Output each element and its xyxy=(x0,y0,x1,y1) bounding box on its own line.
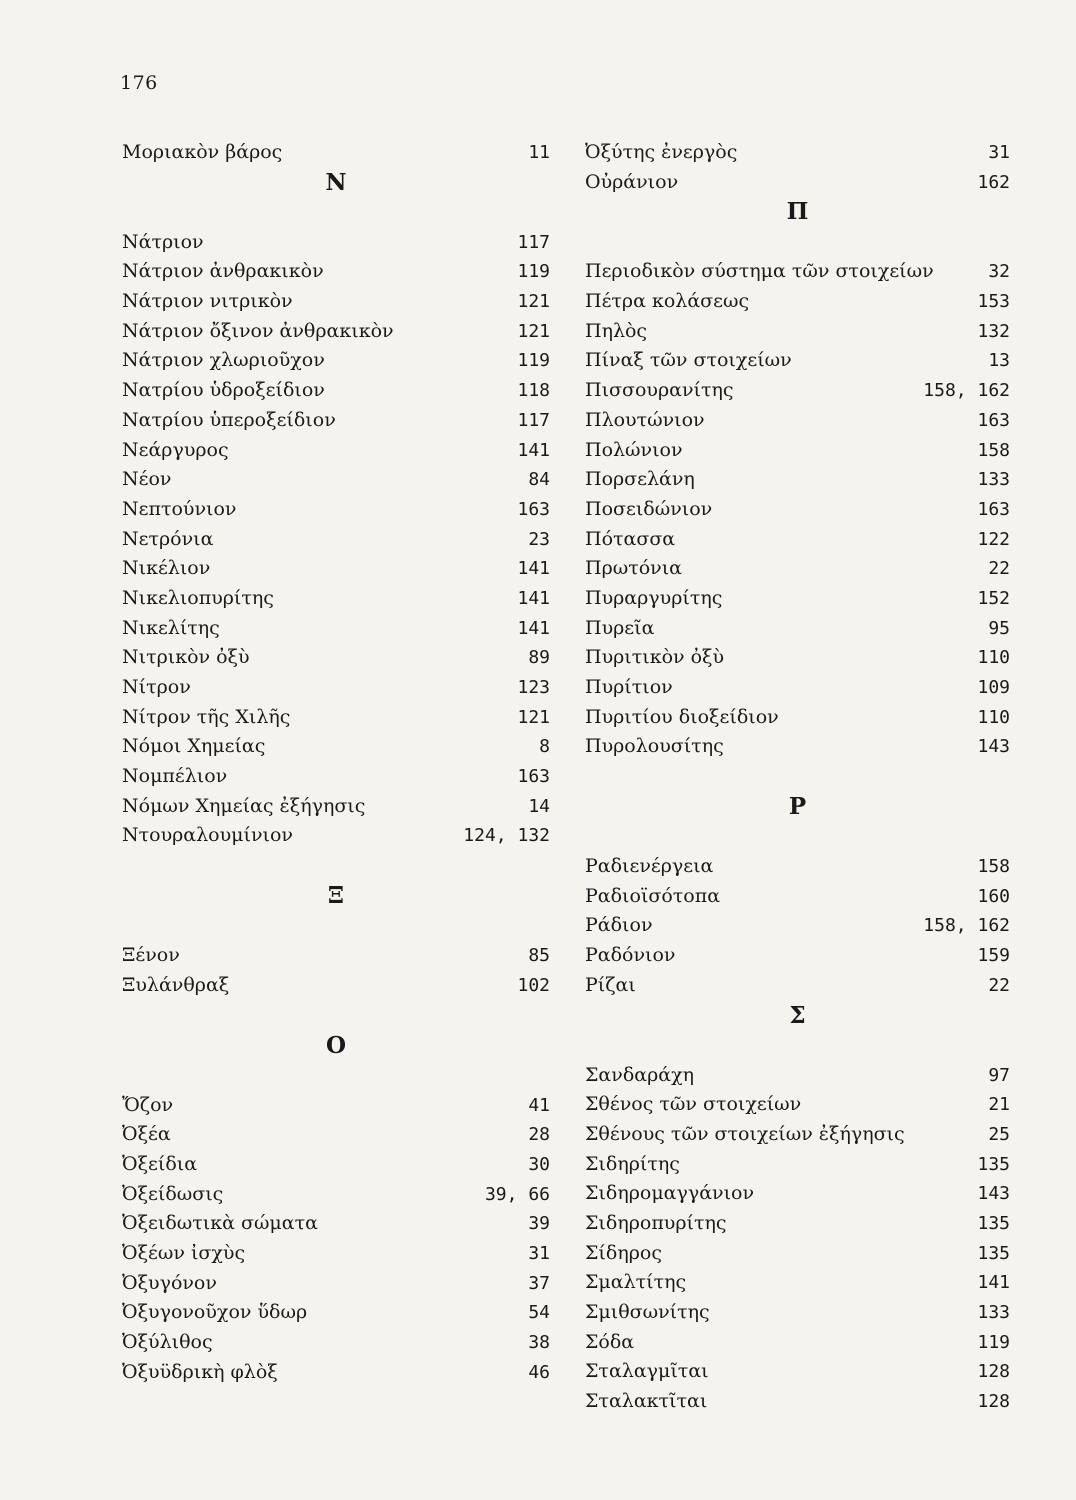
index-term: Ραδιοϊσότοπα xyxy=(585,884,721,907)
index-term: Νάτριον ἀνθρακικὸν xyxy=(122,260,324,283)
index-page-ref: 39 xyxy=(528,1213,550,1235)
index-entry xyxy=(585,1387,1010,1417)
index-entry xyxy=(122,762,550,792)
index-page-ref: 31 xyxy=(988,142,1010,163)
index-page-ref: 23 xyxy=(528,528,550,550)
index-page-ref: 143 xyxy=(977,736,1010,758)
index-page-ref: 135 xyxy=(977,1242,1010,1264)
index-term: Σόδα xyxy=(585,1330,635,1353)
index-term: Ὀξείδωσις xyxy=(122,1182,224,1205)
index-page-ref: 122 xyxy=(977,528,1010,550)
index-page-ref: 22 xyxy=(988,558,1010,580)
index-entry xyxy=(585,1061,1010,1091)
index-entry xyxy=(585,168,1010,198)
index-entry xyxy=(122,465,550,495)
index-term: Οὐράνιον xyxy=(585,170,679,193)
index-entry xyxy=(585,287,1010,317)
index-page-ref: 118 xyxy=(517,380,550,402)
index-term: Ραδόνιον xyxy=(585,944,676,967)
index-entry xyxy=(122,1239,550,1269)
index-term: Ὀξυγόνον xyxy=(122,1271,217,1294)
index-entry xyxy=(585,1209,1010,1239)
index-page-ref: 141 xyxy=(517,439,550,461)
index-page-ref: 121 xyxy=(517,291,550,313)
index-term: Σιδηρομαγγάνιον xyxy=(585,1182,755,1205)
index-term: Ράδιον xyxy=(585,914,653,937)
index-entry xyxy=(585,911,1010,941)
index-term: Πυριτικὸν ὀξὺ xyxy=(585,646,725,669)
index-page-ref: 37 xyxy=(528,1272,550,1294)
spacer xyxy=(122,1061,550,1091)
index-term: Σθένους τῶν στοιχείων ἐξήγησις xyxy=(585,1122,905,1145)
index-entry xyxy=(122,1150,550,1180)
index-page-ref: 153 xyxy=(977,291,1010,313)
index-page-ref: 141 xyxy=(517,587,550,609)
index-entry xyxy=(122,1328,550,1358)
index-term: Νατρίου ὑπεροξείδιον xyxy=(122,408,336,431)
index-term: Νικέλιον xyxy=(122,557,211,580)
index-term: Ὀξείδια xyxy=(122,1152,198,1175)
index-page-ref: 46 xyxy=(528,1361,550,1383)
index-term: Νίτρον τῆς Χιλῆς xyxy=(122,705,291,728)
spacer xyxy=(585,822,1010,852)
index-page-ref: 133 xyxy=(977,1302,1010,1323)
index-entry xyxy=(122,376,550,406)
index-term: Ποσειδώνιον xyxy=(585,497,713,520)
index-entry xyxy=(585,465,1010,495)
index-term: Σμαλτίτης xyxy=(585,1271,687,1294)
index-term: Πλουτώνιον xyxy=(585,408,705,431)
index-entry xyxy=(122,971,550,1001)
index-page-ref: 22 xyxy=(988,974,1010,996)
index-term: Σταλακτῖται xyxy=(585,1390,708,1413)
index-page-ref: 162 xyxy=(977,171,1010,193)
index-page-ref: 163 xyxy=(977,409,1010,431)
index-page-ref: 160 xyxy=(977,885,1010,907)
index-entry xyxy=(122,495,550,525)
index-entry xyxy=(585,495,1010,525)
index-entry xyxy=(585,673,1010,703)
index-page-ref: 128 xyxy=(977,1391,1010,1413)
index-term: Σιδηρίτης xyxy=(585,1152,680,1175)
index-term: Ὀξυγονοῦχον ὕδωρ xyxy=(122,1301,308,1324)
spacer xyxy=(122,198,550,228)
index-page-ref: 152 xyxy=(977,587,1010,609)
index-entry xyxy=(585,941,1010,971)
index-term: Νικελίτης xyxy=(122,616,220,639)
index-entry xyxy=(585,406,1010,436)
index-page-ref: 84 xyxy=(528,469,550,491)
index-term: Σανδαράχη xyxy=(585,1063,694,1086)
index-term: Σμιθσωνίτης xyxy=(585,1301,710,1323)
index-entry xyxy=(585,1268,1010,1298)
index-page-ref: 158 xyxy=(977,439,1010,461)
index-entry xyxy=(585,584,1010,614)
index-page-ref: 117 xyxy=(517,409,550,431)
index-entry xyxy=(122,703,550,733)
index-page-ref: 110 xyxy=(977,647,1010,669)
index-page-ref: 31 xyxy=(528,1242,550,1264)
index-page-ref: 30 xyxy=(528,1153,550,1175)
index-entry xyxy=(122,317,550,347)
spacer xyxy=(585,762,1010,792)
index-page-ref: 85 xyxy=(528,945,550,967)
index-term: Πυραργυρίτης xyxy=(585,586,723,609)
index-entry xyxy=(585,852,1010,882)
index-page-ref: 128 xyxy=(977,1361,1010,1383)
index-term: Νάτριον xyxy=(122,230,204,253)
index-page-ref: 163 xyxy=(977,498,1010,520)
index-page-ref: 159 xyxy=(977,945,1010,967)
index-term: Σταλαγμῖται xyxy=(585,1360,709,1383)
index-term: Μοριακὸν βάρος xyxy=(122,141,283,163)
index-entry xyxy=(585,614,1010,644)
index-entry xyxy=(122,525,550,555)
index-term: Πρωτόνια xyxy=(585,557,683,580)
section-letter-heading: Ξ xyxy=(327,882,345,910)
index-term: Ὀξέα xyxy=(122,1123,171,1146)
index-page-ref: 25 xyxy=(988,1123,1010,1145)
index-page-ref: 163 xyxy=(517,766,550,788)
index-entry xyxy=(122,614,550,644)
index-term: Πίναξ τῶν στοιχείων xyxy=(585,349,792,372)
index-term: Ὀξυϋδρικὴ φλὸξ xyxy=(122,1360,278,1383)
section-letter-heading: Ν xyxy=(325,168,347,196)
index-page-ref: 11 xyxy=(528,142,550,163)
index-page-ref: 119 xyxy=(977,1331,1010,1353)
index-term: Πισσουρανίτης xyxy=(585,379,734,402)
index-page-ref: 119 xyxy=(517,261,550,283)
index-term: Ὄζον xyxy=(122,1093,174,1116)
index-term: Περιοδικὸν σύστημα τῶν στοιχείων xyxy=(585,260,934,283)
spacer xyxy=(122,1001,550,1031)
index-entry xyxy=(122,584,550,614)
index-page-ref: 123 xyxy=(517,677,550,698)
index-page-ref: 121 xyxy=(517,706,550,728)
index-page-ref: 21 xyxy=(988,1094,1010,1116)
index-entry xyxy=(122,257,550,287)
index-entry xyxy=(585,703,1010,733)
index-page-ref: 54 xyxy=(528,1302,550,1324)
index-page-ref: 32 xyxy=(988,261,1010,283)
index-page-ref: 124, 132 xyxy=(463,825,550,847)
index-entry xyxy=(122,1358,550,1388)
index-page-ref: 141 xyxy=(977,1272,1010,1294)
spacer xyxy=(122,851,550,881)
index-page-ref: 110 xyxy=(977,706,1010,728)
index-term: Νεπτούνιον xyxy=(122,497,237,520)
index-term: Νομπέλιον xyxy=(122,765,228,788)
index-page-ref: 133 xyxy=(977,469,1010,491)
index-term: Πηλὸς xyxy=(585,319,648,342)
index-page-ref: 38 xyxy=(528,1332,550,1353)
index-term: Νετρόνια xyxy=(122,527,214,550)
index-page-ref: 39, 66 xyxy=(484,1183,550,1205)
index-term: Σθένος τῶν στοιχείων xyxy=(585,1093,802,1116)
index-term: Ρίζαι xyxy=(585,973,636,996)
index-term: Πολώνιον xyxy=(585,438,683,461)
index-term: Πυρολουσίτης xyxy=(585,735,724,758)
index-term: Νέον xyxy=(122,468,172,491)
index-term: Νεάργυρος xyxy=(122,438,229,461)
index-entry xyxy=(122,1209,550,1239)
index-page-ref: 158, 162 xyxy=(923,915,1010,937)
index-entry xyxy=(122,287,550,317)
index-page-ref: 89 xyxy=(528,647,550,669)
index-column-right xyxy=(585,138,1010,1417)
index-entry xyxy=(122,228,550,258)
index-term: Πορσελάνη xyxy=(585,468,695,491)
index-column-left xyxy=(122,138,550,1387)
index-entry xyxy=(122,1091,550,1121)
index-entry xyxy=(585,1120,1010,1150)
index-entry xyxy=(585,138,1010,168)
index-term: Πέτρα κολάσεως xyxy=(585,290,750,313)
index-page-ref: 97 xyxy=(988,1064,1010,1086)
index-entry xyxy=(585,1090,1010,1120)
index-entry xyxy=(585,882,1010,912)
index-entry xyxy=(122,941,550,971)
index-page-ref: 102 xyxy=(517,974,550,996)
index-entry xyxy=(585,1328,1010,1358)
index-page-ref: 141 xyxy=(517,558,550,580)
index-entry xyxy=(585,257,1010,287)
spacer xyxy=(585,227,1010,257)
index-entry xyxy=(585,376,1010,406)
index-page-ref: 135 xyxy=(977,1212,1010,1234)
index-term: Νόμοι Χημείας xyxy=(122,735,266,758)
index-page-ref: 158 xyxy=(977,856,1010,878)
index-entry xyxy=(122,1120,550,1150)
section-letter-heading: Π xyxy=(786,198,809,226)
index-entry xyxy=(585,1179,1010,1209)
index-page-ref: 95 xyxy=(988,617,1010,639)
index-page-ref: 141 xyxy=(517,617,550,639)
section-letter-heading: Ο xyxy=(325,1031,347,1059)
index-page-ref: 117 xyxy=(517,231,550,253)
section-letter-heading: Σ xyxy=(789,1001,806,1029)
index-term: Νάτριον ὄξινον ἀνθρακικὸν xyxy=(122,319,394,342)
index-page-ref: 135 xyxy=(977,1153,1010,1175)
index-entry xyxy=(585,1239,1010,1269)
index-term: Πυριτίου διοξείδιον xyxy=(585,705,779,728)
index-entry xyxy=(585,1150,1010,1180)
index-page-ref: 13 xyxy=(988,350,1010,372)
index-term: Νίτρον xyxy=(122,676,191,698)
index-entry xyxy=(122,673,550,703)
index-page-ref: 14 xyxy=(528,795,550,817)
index-term: Ὀξύλιθος xyxy=(122,1331,213,1353)
index-entry xyxy=(585,732,1010,762)
index-term: Ὀξέων ἰσχὺς xyxy=(122,1241,246,1264)
index-entry xyxy=(585,971,1010,1001)
index-entry xyxy=(122,792,550,822)
index-entry xyxy=(122,346,550,376)
index-term: Πυρίτιον xyxy=(585,676,673,698)
index-page-ref: 119 xyxy=(517,350,550,372)
index-term: Ντουραλουμίνιον xyxy=(122,824,293,847)
index-page-ref: 163 xyxy=(517,498,550,520)
index-entry xyxy=(122,732,550,762)
index-entry xyxy=(122,436,550,466)
index-page-ref: 158, 162 xyxy=(923,380,1010,402)
index-entry xyxy=(585,554,1010,584)
index-page-ref: 121 xyxy=(517,320,550,342)
index-term: Ξένον xyxy=(122,944,180,967)
index-term: Νατρίου ὑδροξείδιον xyxy=(122,379,325,402)
index-term: Σιδηροπυρίτης xyxy=(585,1211,727,1234)
index-entry xyxy=(122,1298,550,1328)
index-entry xyxy=(585,346,1010,376)
index-page-ref: 132 xyxy=(977,320,1010,342)
index-term: Νάτριον χλωριοῦχον xyxy=(122,349,325,372)
index-entry xyxy=(122,643,550,673)
index-entry xyxy=(585,436,1010,466)
index-entry xyxy=(585,643,1010,673)
index-entry xyxy=(585,1357,1010,1387)
index-entry xyxy=(585,525,1010,555)
spacer xyxy=(585,1031,1010,1061)
index-term: Πότασσα xyxy=(585,527,676,550)
index-entry xyxy=(122,1180,550,1210)
index-term: Ὀξύτης ἐνεργὸς xyxy=(585,141,738,163)
index-term: Νόμων Χημείας ἐξήγησις xyxy=(122,794,366,817)
index-term: Σίδηρος xyxy=(585,1241,662,1264)
index-term: Ραδιενέργεια xyxy=(585,855,714,878)
index-entry xyxy=(122,406,550,436)
index-entry xyxy=(122,138,550,168)
index-term: Ξυλάνθραξ xyxy=(122,973,230,996)
index-term: Νιτρικὸν ὀξὺ xyxy=(122,646,250,669)
index-entry xyxy=(122,821,550,851)
index-entry xyxy=(585,1298,1010,1328)
index-page-ref: 28 xyxy=(528,1124,550,1146)
index-term: Νάτριον νιτρικὸν xyxy=(122,290,293,313)
page-number: 176 xyxy=(120,72,158,94)
index-entry xyxy=(122,554,550,584)
section-letter-heading: Ρ xyxy=(788,793,807,821)
index-page-ref: 143 xyxy=(977,1183,1010,1205)
spacer xyxy=(122,911,550,941)
index-term: Νικελιοπυρίτης xyxy=(122,586,274,609)
index-term: Ὀξειδωτικὰ σώματα xyxy=(122,1212,318,1235)
index-entry xyxy=(585,317,1010,347)
index-page-ref: 41 xyxy=(528,1094,550,1116)
index-page-ref: 8 xyxy=(539,736,550,758)
index-term: Πυρεῖα xyxy=(585,616,655,639)
index-page-ref: 109 xyxy=(977,677,1010,698)
index-entry xyxy=(122,1269,550,1299)
